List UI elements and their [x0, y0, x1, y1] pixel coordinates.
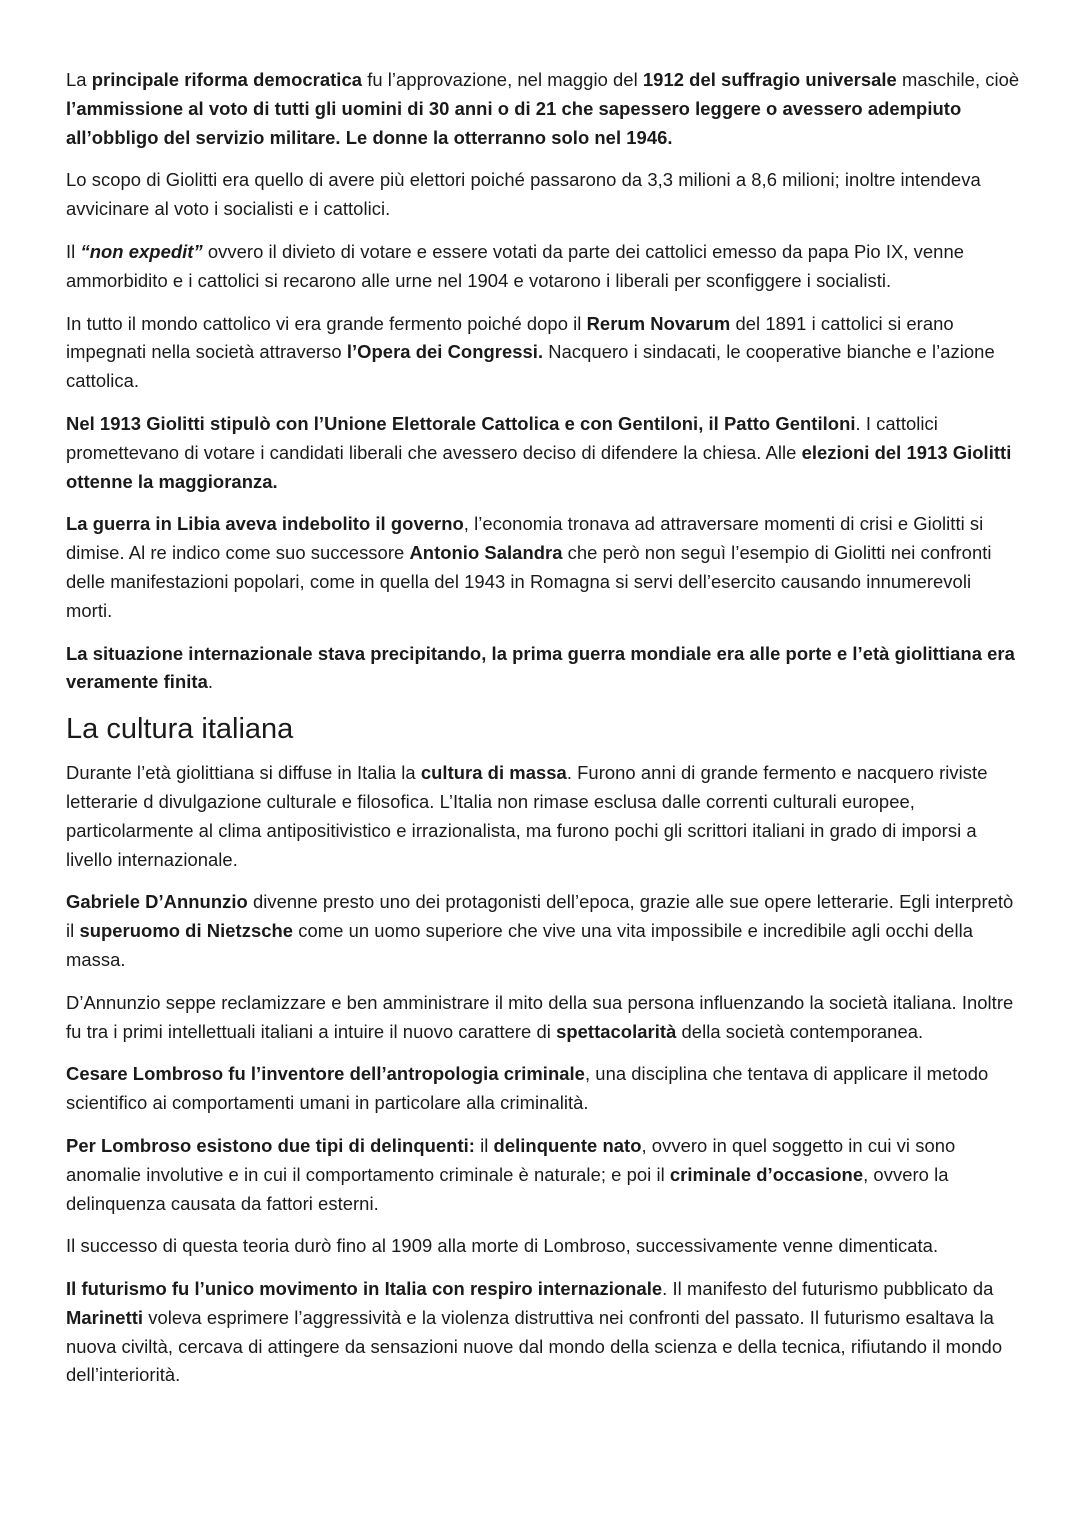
text-run: Lo scopo di Giolitti era quello di avere più elettori poiché passarono da 3,3 milioni a 8,6 milioni; inoltre intendeva avvicinare al voto i socialisti e i cattolici.: [66, 169, 981, 220]
paragraph: [66, 1060, 1022, 1118]
paragraph: [66, 510, 1022, 625]
bold-text: l’Opera dei Congressi.: [346, 341, 544, 363]
text-run: . I cattolici promettevano di votare i candidati liberali che avessero deciso di difendere la chiesa. Alle: [66, 412, 938, 463]
emphasis-text: “non expedit”: [80, 240, 203, 262]
text-run: In tutto il mondo cattolico vi era grande fermento poiché dopo il: [66, 312, 587, 334]
paragraph: [66, 1232, 1022, 1261]
paragraph: [66, 1275, 1022, 1390]
paragraph: [66, 310, 1022, 396]
bold-text: Rerum Novarum: [586, 312, 731, 334]
bold-text: 1912 del suffragio universale: [642, 69, 897, 90]
paragraph: [66, 238, 1022, 296]
bold-text: elezioni del 1913 Giolitti ottenne la maggioranza.: [66, 441, 1012, 492]
paragraph: [66, 759, 1022, 874]
bold-text: l’ammissione al voto di tutti gli uomini di 30 anni o di 21 che sapessero leggere o avessero adempiuto all’obbligo del servizio militare. Le donne la otterranno solo nel 1946.: [66, 97, 962, 148]
text-run: , ovvero la delinquenza causata da fattori esterni.: [66, 1163, 949, 1214]
text-run: , l’economia tronava ad attraversare momenti di crisi e Giolitti si dimise. Al re indico come suo successore: [66, 513, 984, 564]
section-heading: La cultura italiana: [66, 713, 294, 746]
text-run: come un uomo superiore che vive una vita impossibile e incredibile agli occhi della massa.: [66, 920, 973, 970]
text-run: . Il manifesto del futurismo pubblicato da: [662, 1278, 994, 1300]
bold-text: [80, 241, 202, 262]
bold-text: La situazione internazionale stava precipitando, la prima guerra mondiale era alle porte e l’età giolittiana era veramente finita: [66, 642, 1015, 693]
paragraph: [66, 1132, 1022, 1218]
paragraph: [66, 166, 1022, 224]
text-run: , ovvero in quel soggetto in cui vi sono anomalie involutive e in cui il comportamento criminale è naturale; e poi il: [66, 1134, 956, 1185]
paragraph: [66, 989, 1022, 1047]
text-run: del 1891 i cattolici si erano impegnati nella società attraverso: [66, 312, 954, 363]
bold-text: La guerra in Libia aveva indebolito il governo: [66, 513, 464, 535]
text-run: . Furono anni di grande fermento e nacquero riviste letterarie d divulgazione culturale e filosofica. L’Italia non rimase esclusa dalle correnti culturali europee, particolarmente al clima antipositivistico e irrazionalista, ma furono pochi gli scrittori italiani in grado di imporsi a livello internazionale.: [66, 762, 988, 870]
bold-text: Il futurismo fu l’unico movimento in Italia con respiro internazionale: [66, 1278, 663, 1300]
text-run: maschile, cioè: [896, 69, 1020, 90]
bold-text: Gabriele D’Annunzio: [66, 891, 248, 913]
paragraph: [66, 640, 1022, 698]
bold-text: Antonio Salandra: [409, 542, 563, 564]
text-run: Il successo di questa teoria durò fino al 1909 alla morte di Lombroso, successivamente venne dimenticata.: [66, 1235, 939, 1257]
paragraph: [66, 888, 1022, 974]
document-page: [66, 66, 1022, 1404]
text-run: della società contemporanea.: [676, 1020, 924, 1042]
text-run: La: [66, 69, 92, 90]
bold-text: Nel 1913 Giolitti stipulò con l’Unione Elettorale Cattolica e con Gentiloni, il Patto Gentiloni: [66, 412, 856, 434]
paragraph: [66, 66, 1022, 152]
bold-text: superuomo di Nietzsche: [79, 920, 294, 942]
bold-text: cultura di massa: [420, 762, 567, 784]
paragraph: [66, 410, 1022, 496]
text-run: .: [207, 671, 214, 693]
text-run: Nacquero i sindacati, le cooperative bianche e l’azione cattolica.: [66, 341, 995, 392]
text-run: Il: [66, 240, 81, 262]
paragraphs-section-giolitti: [66, 66, 1022, 697]
paragraphs-section-cultura: [66, 759, 1022, 1390]
text-run: fu l’approvazione, nel maggio del: [362, 69, 643, 90]
text-run: D’Annunzio seppe reclamizzare e ben amministrare il mito della sua persona influenzando la società italiana. Inoltre fu tra i primi intellettuali italiani a intuire il nuovo carattere di: [66, 991, 1014, 1042]
text-run: il: [474, 1134, 494, 1156]
text-run: divenne presto uno dei protagonisti dell’epoca, grazie alle sue opere letterarie. Egli interpretò il: [66, 891, 1014, 942]
bold-text: spettacolarità: [556, 1020, 677, 1042]
bold-text: criminale d’occasione: [669, 1163, 864, 1185]
text-run: che però non seguì l’esempio di Giolitti nei confronti delle manifestazioni popolari, come in quella del 1943 in Romagna si servi dell’esercito causando innumerevoli morti.: [66, 542, 992, 621]
bold-text: Per Lombroso esistono due tipi di delinquenti:: [66, 1134, 475, 1156]
text-run: , una disciplina che tentava di applicare il metodo scientifico ai comportamenti umani in particolare alla criminalità.: [66, 1063, 989, 1114]
bold-text: Cesare Lombroso fu l’inventore dell’antropologia criminale: [66, 1063, 585, 1085]
bold-text: Marinetti: [66, 1306, 144, 1328]
text-run: ovvero il divieto di votare e essere votati da parte dei cattolici emesso da papa Pio IX, venne ammorbidito e i cattolici si recarono alle urne nel 1904 e votarono i liberali per sconfiggere i socialisti.: [66, 240, 965, 291]
bold-text: principale riforma democratica: [91, 69, 363, 90]
text-run: Durante l’età giolittiana si diffuse in Italia la: [66, 762, 421, 784]
text-run: voleva esprimere l’aggressività e la violenza distruttiva nei confronti del passato. Il futurismo esaltava la nuova civiltà, cercava di attingere da sensazioni nuove dal mondo della scienza e della tecnica, rifiutando il mondo dell’interiorità.: [66, 1306, 1003, 1386]
bold-text: delinquente nato: [493, 1134, 642, 1156]
